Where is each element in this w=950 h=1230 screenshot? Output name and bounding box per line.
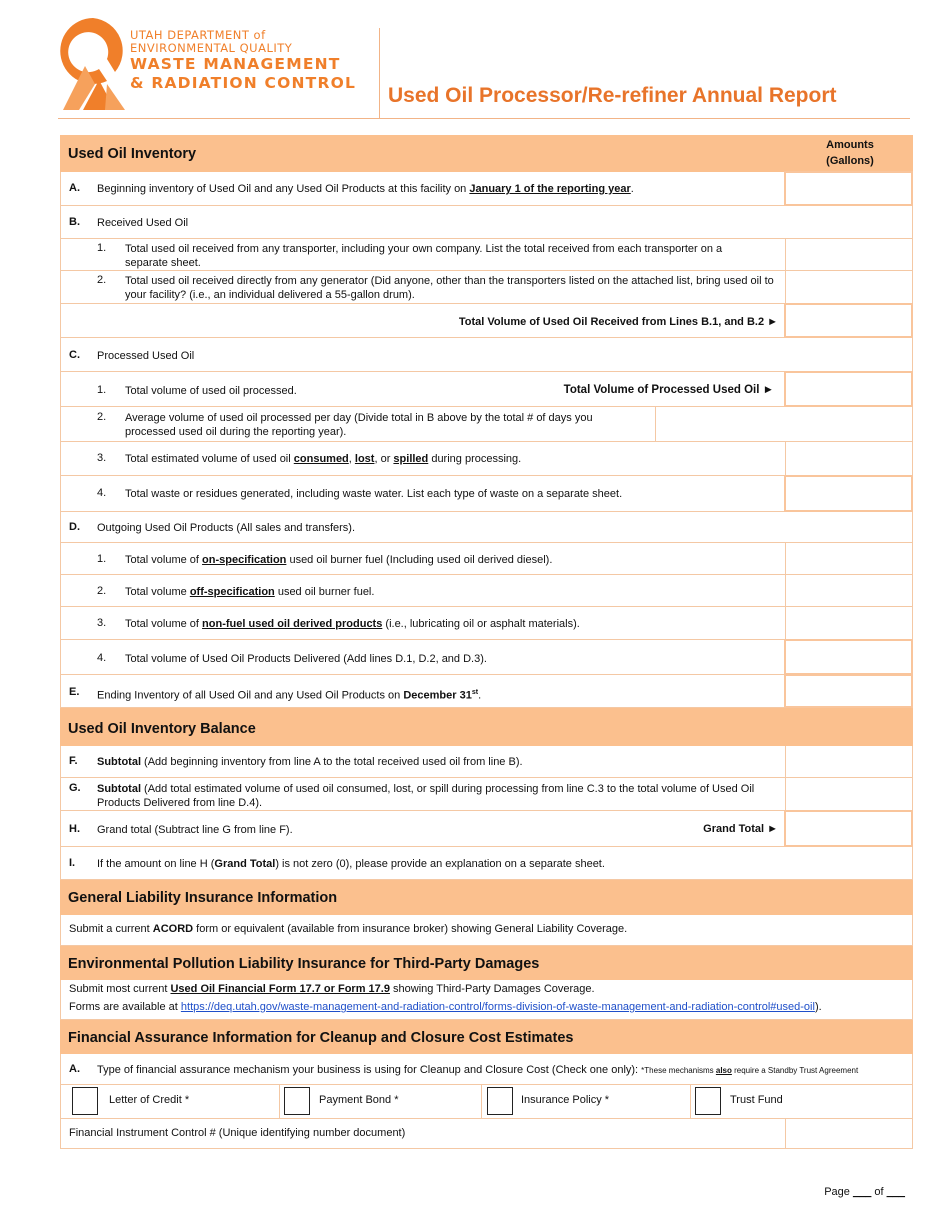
divider [58, 118, 910, 119]
deq-logo-icon [55, 14, 131, 112]
text-emphasis: lost [354, 453, 375, 465]
text-part: Total volume [125, 586, 190, 598]
line-b2 [60, 271, 913, 304]
line-label: C. [69, 349, 80, 361]
line-number: 3. [97, 617, 107, 629]
line-b1 [60, 239, 913, 271]
line-d [60, 512, 913, 543]
line-text [125, 452, 521, 466]
text-part: form or equivalent (available from insurance broker) showing General Liability Coverage. [193, 923, 628, 935]
section-header-liability [60, 880, 913, 915]
text-emphasis: ACORD [152, 923, 194, 935]
page-number-blank[interactable]: ___ [852, 1186, 872, 1198]
line-label: I. [69, 857, 76, 869]
line-c2 [60, 407, 913, 442]
line-text: Total used oil received from any transporter, including your own company. List the total received from each transporter on a separate sheet. [125, 243, 723, 269]
line-e [60, 675, 913, 708]
text-emphasis: on-specification [202, 554, 287, 566]
text-emphasis: January 1 of the reporting year [469, 183, 631, 195]
line-text: Total volume of Used Oil Products Delivered (Add lines D.1, D.2, and D.3). [125, 653, 487, 665]
text-part: ) is not zero (0), please provide an explanation on a separate sheet. [275, 858, 605, 870]
text-emphasis: Used Oil Financial Form 17.7 or Form 17.9 [170, 983, 390, 995]
org-line-2: ENVIRONMENTAL QUALITY [130, 41, 293, 55]
line-number: 1. [97, 553, 107, 565]
option-label: Letter of Credit * [109, 1094, 190, 1106]
trust-fund-checkbox[interactable] [695, 1087, 721, 1115]
line-text: Total volume of used oil processed. [125, 385, 297, 397]
line-number: 2. [97, 585, 107, 597]
line-number: 4. [97, 652, 107, 664]
line-b [60, 206, 913, 239]
line-number: 1. [97, 242, 107, 254]
text-part: require a Standby Trust Agreement [731, 1066, 859, 1075]
gallons-label: (Gallons) [826, 155, 874, 167]
text-part: If the amount on line H ( [97, 858, 215, 870]
mechanism-note [641, 1066, 858, 1075]
page-label: Page [824, 1186, 850, 1198]
line-text [97, 857, 605, 871]
text-part: , or [374, 453, 394, 465]
amount-input-h[interactable] [784, 810, 913, 847]
forms-line [69, 1001, 822, 1013]
text-part: used oil burner fuel (Including used oil derived diesel). [286, 554, 553, 566]
page-footer [824, 1186, 905, 1198]
section-header-inventory [60, 135, 913, 172]
line-label: D. [69, 521, 80, 533]
text-emphasis: also [715, 1066, 732, 1075]
amount-input-c1[interactable] [784, 371, 913, 407]
amount-input-a[interactable] [784, 171, 913, 206]
section-header-pollution [60, 946, 913, 980]
text-emphasis: Subtotal [97, 783, 141, 795]
line-number: 3. [97, 452, 107, 464]
line-text [69, 983, 595, 995]
line-label: G. [69, 782, 81, 794]
text-part: ). [814, 1001, 822, 1013]
text-emphasis: off-specification [189, 586, 275, 598]
line-text [125, 585, 374, 599]
org-name [130, 29, 370, 93]
line-text: Financial Instrument Control # (Unique identifying number document) [69, 1127, 406, 1139]
line-text: Processed Used Oil [97, 350, 195, 362]
text-part: Ending Inventory of all Used Oil and any Used Oil Products on [97, 689, 404, 702]
line-text [97, 755, 523, 769]
amounts-header [787, 137, 913, 169]
text-part: (Add beginning inventory from line A to the total received used oil from line B). [141, 756, 523, 768]
control-number-input[interactable] [785, 1119, 912, 1148]
line-text: Total waste or residues generated, including waste water. List each type of waste on a separate sheet. [125, 488, 623, 500]
text-part: used oil burner fuel. [274, 586, 375, 598]
line-text: Outgoing Used Oil Products (All sales and transfers). [97, 522, 356, 534]
amount-input-d1[interactable] [785, 543, 912, 574]
text-part: Type of financial assurance mechanism your business is using for Cleanup and Closure Cost (Check one only): [97, 1064, 642, 1076]
amount-input-d2[interactable] [785, 575, 912, 606]
section-header-balance [60, 708, 913, 746]
amount-input-b-total[interactable] [784, 303, 913, 338]
line-d3 [60, 607, 913, 640]
line-label: A. [69, 182, 80, 194]
line-label: H. [69, 823, 80, 835]
line-text [125, 617, 580, 631]
line-b-total [60, 304, 913, 338]
divider [379, 28, 380, 118]
line-text: Total used oil received directly from any generator (Did anyone, other than the transporters listed on the attached list, bring used oil to your facility? (i.e., an individual delivered a 55-gallon drum). [125, 275, 774, 301]
page-count-blank[interactable]: ___ [886, 1186, 905, 1198]
line-h [60, 811, 913, 847]
amount-input-d3[interactable] [785, 607, 912, 639]
amount-input-d4[interactable] [784, 639, 913, 675]
line-text [97, 182, 634, 196]
amount-input-c2[interactable] [656, 407, 787, 441]
amount-input-c3[interactable] [785, 442, 912, 475]
text-part: during processing. [428, 453, 522, 465]
text-part: , [348, 453, 355, 465]
text-part: Total estimated volume of used oil [125, 453, 294, 465]
total-label: Grand Total ► [703, 823, 778, 835]
line-label: E. [69, 686, 80, 698]
line-number: 1. [97, 384, 107, 396]
text-emphasis: Subtotal [97, 756, 141, 768]
report-title: Used Oil Processor/Re-refiner Annual Report [388, 84, 837, 107]
org-line-4: & RADIATION CONTROL [130, 74, 357, 92]
payment-bond-checkbox[interactable] [284, 1087, 310, 1115]
liability-note [60, 915, 913, 946]
line-c [60, 338, 913, 372]
text-part: (i.e., lubricating oil or asphalt materials). [382, 618, 580, 630]
line-label: F. [69, 755, 78, 767]
text-part: Submit most current [69, 983, 171, 995]
line-f [60, 746, 913, 778]
text-emphasis: consumed [293, 453, 349, 465]
section-title: Used Oil Inventory [68, 146, 197, 162]
line-text: Received Used Oil [97, 217, 189, 229]
line-c4 [60, 476, 913, 512]
text-part: Forms are available at [69, 1001, 181, 1013]
amount-input-b2[interactable] [785, 271, 912, 303]
amount-input-g[interactable] [785, 778, 912, 810]
text-part: . [630, 183, 634, 195]
of-label: of [874, 1186, 884, 1198]
amount-input-c4[interactable] [784, 475, 913, 512]
text-part: showing Third-Party Damages Coverage. [389, 983, 595, 995]
text-emphasis: Grand Total [214, 858, 276, 870]
letter-of-credit-checkbox[interactable] [72, 1087, 98, 1115]
amount-input-f[interactable] [785, 746, 912, 777]
line-c1 [60, 372, 913, 407]
amounts-label: Amounts [826, 139, 874, 151]
line-number: 2. [97, 411, 107, 423]
line-d1 [60, 543, 913, 575]
line-text [97, 1063, 858, 1078]
amount-input-b1[interactable] [785, 239, 912, 270]
line-d2 [60, 575, 913, 607]
amount-input-e[interactable] [784, 674, 913, 708]
financial-line-a [60, 1054, 913, 1085]
text-part: Submit a current [69, 923, 153, 935]
line-label: B. [69, 216, 80, 228]
line-text [125, 553, 552, 567]
text-part: Total volume of [125, 618, 203, 630]
line-i [60, 847, 913, 880]
control-number-line [60, 1119, 913, 1149]
text-part: *These mechanisms [641, 1066, 716, 1075]
divider [690, 1085, 691, 1118]
mechanism-options [60, 1085, 913, 1119]
option-label: Trust Fund [730, 1094, 783, 1106]
text-part: . [478, 689, 482, 702]
line-text: Grand total (Subtract line G from line F). [97, 824, 293, 836]
total-label: Total Volume of Processed Used Oil ► [563, 384, 774, 396]
divider [279, 1085, 280, 1118]
line-text [97, 782, 787, 810]
total-label: Total Volume of Used Oil Received from Lines B.1, and B.2 ► [458, 316, 778, 328]
line-a [60, 172, 913, 206]
text-part: (Add total estimated volume of used oil consumed, lost, or spill during processing from line C.3 to the total volume of Used Oil Products Delivered from line D.4). [97, 783, 755, 809]
section-title: Environmental Pollution Liability Insurance for Third-Party Damages [68, 956, 540, 972]
line-number: 4. [97, 487, 107, 499]
section-header-financial [60, 1020, 913, 1054]
section-title: General Liability Insurance Information [68, 890, 338, 906]
line-label: A. [69, 1063, 80, 1075]
line-c3 [60, 442, 913, 476]
divider [481, 1085, 482, 1118]
org-line-3: WASTE MANAGEMENT [130, 55, 341, 73]
line-number: 2. [97, 274, 107, 286]
option-label: Payment Bond * [319, 1094, 399, 1106]
section-title: Used Oil Inventory Balance [68, 721, 256, 737]
line-d4 [60, 640, 913, 675]
org-line-1: UTAH DEPARTMENT of [130, 28, 266, 42]
option-label: Insurance Policy * [521, 1094, 610, 1106]
pollution-note [60, 980, 913, 1020]
section-title: Financial Assurance Information for Cleanup and Closure Cost Estimates [68, 1030, 574, 1046]
text-part: Total volume of [125, 554, 203, 566]
line-text [69, 923, 627, 935]
text-emphasis: spilled [393, 453, 429, 465]
line-text: Average volume of used oil processed per day (Divide total in B above by the total # of days you processed used oil during the reporting year). [125, 412, 593, 438]
insurance-policy-checkbox[interactable] [487, 1087, 513, 1115]
forms-link[interactable]: https://deq.utah.gov/waste-management-and-radiation-control/forms-division-of-waste-management-and-radiation-control#used-oil [180, 1001, 815, 1013]
line-g [60, 778, 913, 811]
line-text [97, 686, 481, 703]
text-emphasis: December 31 [403, 689, 472, 702]
superscript: st [471, 689, 479, 696]
text-part: Beginning inventory of Used Oil and any Used Oil Products at this facility on [97, 183, 470, 195]
text-emphasis: non-fuel used oil derived products [202, 618, 383, 630]
